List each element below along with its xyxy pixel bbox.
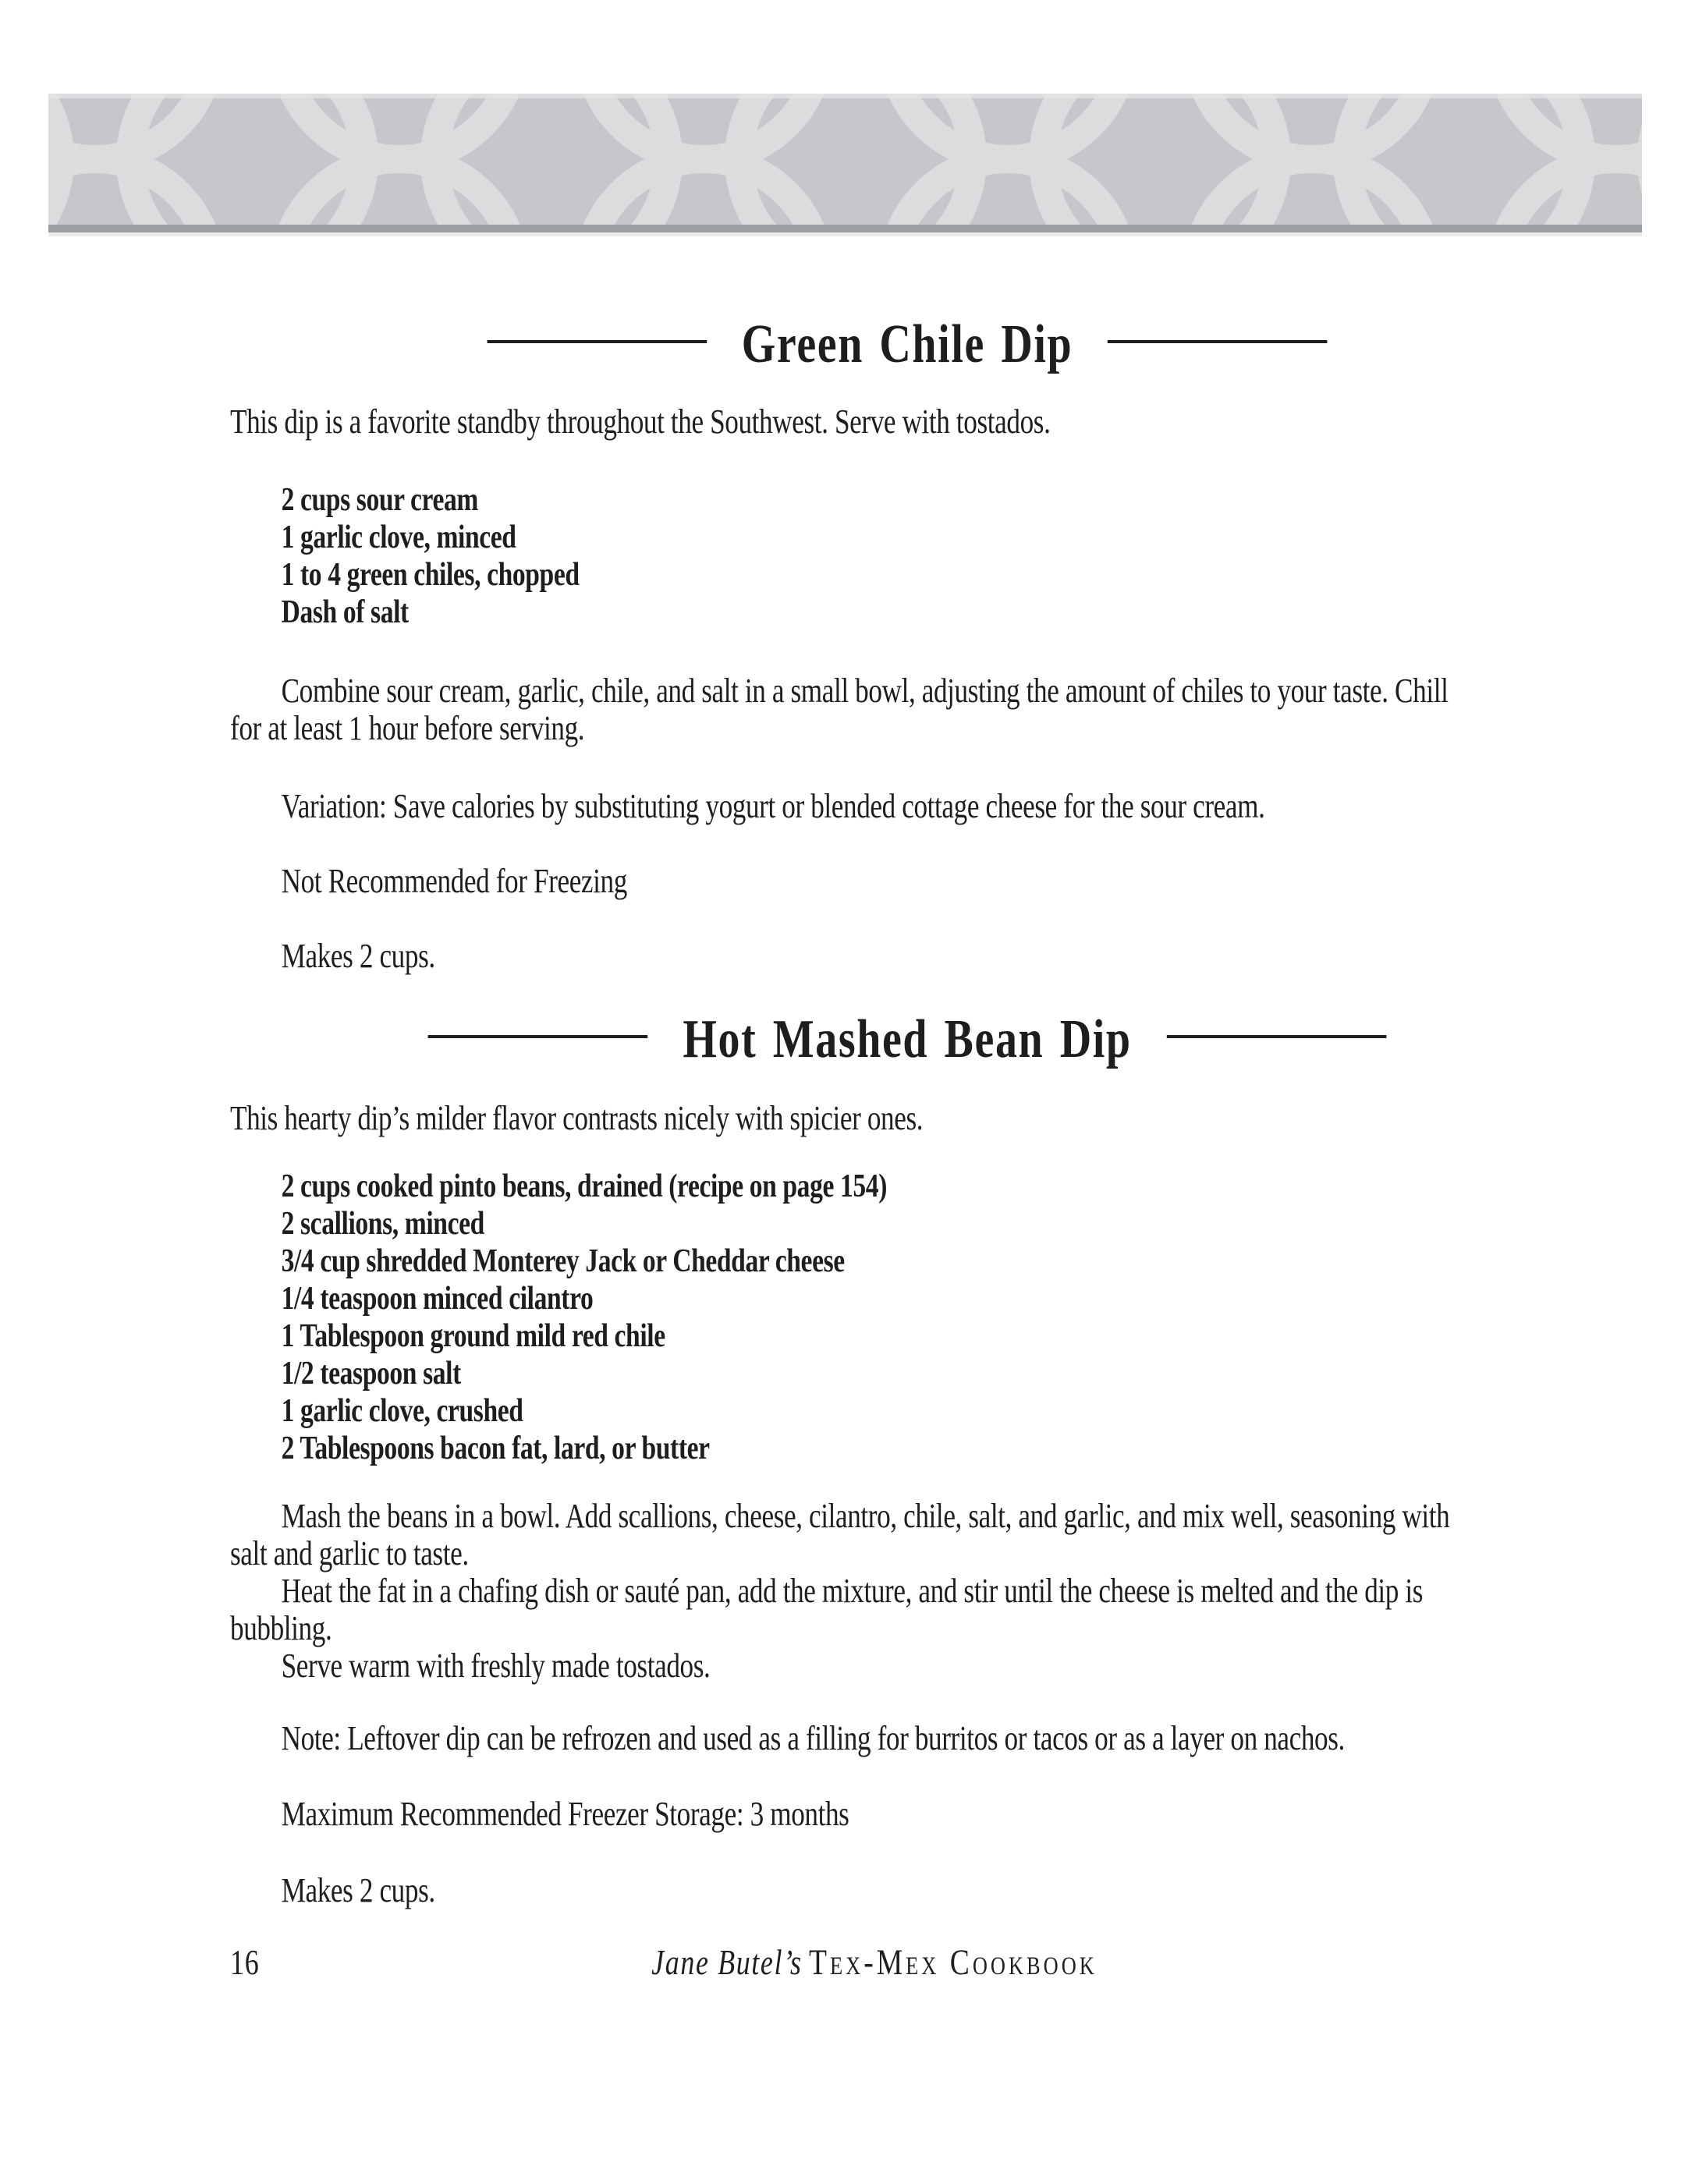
header-rule-light [48, 232, 1642, 236]
recipe-note-variation: Variation: Save calories by substituting yogurt or blended cottage cheese for the sour cream. [281, 787, 1265, 825]
ingredient-item: 2 cups cooked pinto beans, drained (recipe on page 154) [281, 1168, 887, 1204]
recipe-yield: Makes 2 cups. [281, 1871, 435, 1909]
ingredient-item: 1 garlic clove, minced [281, 519, 516, 555]
ingredient-item: Dash of salt [281, 594, 409, 630]
ingredient-item: 1 garlic clove, crushed [281, 1393, 523, 1429]
book-title-name: Tex-Mex Cookbook [809, 1942, 1098, 1983]
ingredient-item: 2 scallions, minced [281, 1206, 484, 1242]
title-rule-right [1166, 1035, 1386, 1038]
title-rule-left [428, 1035, 648, 1038]
instruction-paragraph: Mash the beans in a bowl. Add scallions, cheese, cilantro, chile, salt, and garlic, and mix well, seasoning with salt and garlic to taste. [230, 1497, 1450, 1572]
book-title-spacer [803, 1944, 809, 1982]
ingredient-item: 1 to 4 green chiles, chopped [281, 557, 580, 593]
recipe-note-leftover: Note: Leftover dip can be refrozen and used as a filling for burritos or tacos or as a layer on nachos. [281, 1719, 1345, 1757]
instruction-paragraph: Serve warm with freshly made tostados. [281, 1647, 711, 1685]
ingredient-item: 2 Tablespoons bacon fat, lard, or butter [281, 1431, 710, 1466]
ingredient-item: 3/4 cup shredded Monterey Jack or Cheddar cheese [281, 1243, 845, 1279]
page-footer [230, 1944, 1453, 1991]
recipe-yield: Makes 2 cups. [281, 937, 435, 975]
instruction-paragraph: Heat the fat in a chafing dish or sauté pan, add the mixture, and stir until the cheese is melted and the dip is bubbling. [230, 1572, 1424, 1647]
header-band [48, 94, 1642, 236]
instructions-group [230, 1498, 1453, 1685]
recipe-title-row [230, 314, 1519, 376]
header-rule [48, 225, 1642, 232]
recipe-intro: This hearty dip’s milder flavor contrasts nicely with spicier ones. [230, 1099, 924, 1137]
ingredient-item: 1/4 teaspoon minced cilantro [281, 1281, 594, 1317]
recipe-note-freezer-storage: Maximum Recommended Freezer Storage: 3 months [281, 1795, 849, 1833]
recipe-title: Green Chile Dip [741, 314, 1073, 374]
ingredient-item: 2 cups sour cream [281, 482, 478, 518]
ingredients-list [230, 1168, 1505, 1467]
book-title [230, 1944, 1453, 1982]
recipe-title: Hot Mashed Bean Dip [683, 1009, 1132, 1069]
ingredients-list [230, 481, 1505, 631]
ingredient-item: 1/2 teaspoon salt [281, 1356, 461, 1392]
recipe-title-row [230, 1009, 1519, 1071]
title-rule-right [1108, 340, 1328, 343]
title-rule-left [487, 340, 707, 343]
recipe-note-freezing: Not Recommended for Freezing [281, 862, 627, 900]
header-pattern-art [48, 94, 1642, 225]
recipe-intro: This dip is a favorite standby throughout the Southwest. Serve with tostados. [230, 402, 1051, 441]
page-number: 16 [230, 1943, 260, 1982]
ingredient-item: 1 Tablespoon ground mild red chile [281, 1318, 665, 1354]
instruction-paragraph: Combine sour cream, garlic, chile, and salt in a small bowl, adjusting the amount of chiles to your taste. Chill for at least 1 hour before serving. [230, 672, 1449, 747]
book-title-author: Jane Butel’s [651, 1943, 803, 1982]
